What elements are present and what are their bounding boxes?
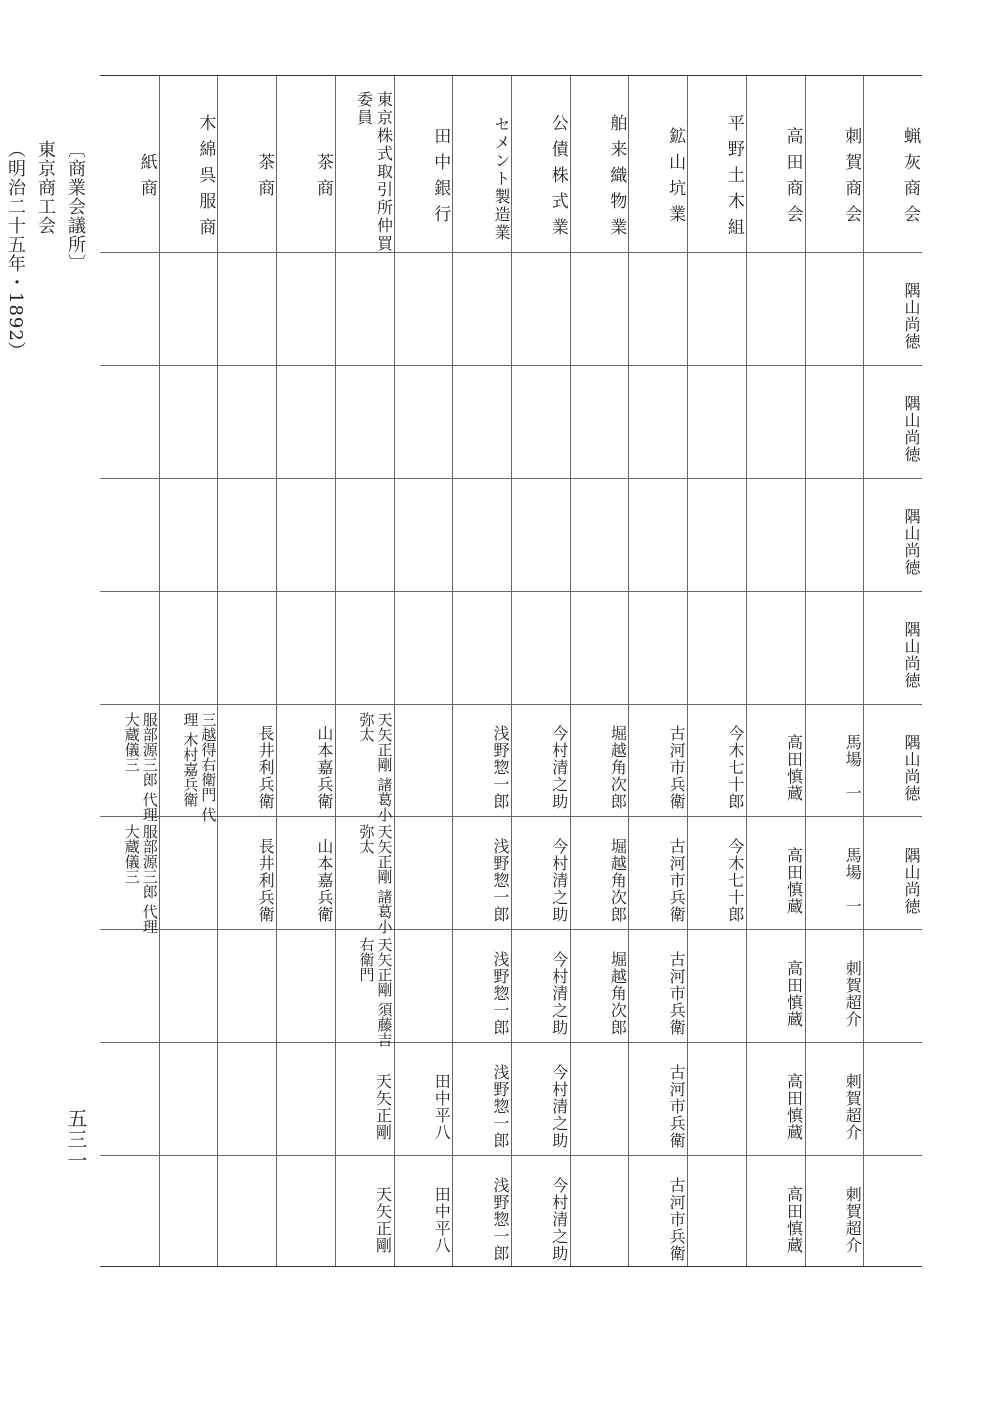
table-cell: 刺賀超介 (843, 1072, 863, 1141)
table-cell: 田中平八 (432, 1072, 452, 1141)
table-cell: 浅野惣一郎 (490, 1064, 510, 1150)
table-cell: 馬場 一 (843, 733, 863, 802)
table-cell: 隅山尚徳 (901, 846, 921, 915)
column-header: 紙商 (136, 153, 157, 205)
row-divider (100, 365, 922, 366)
column-header: 田中銀行 (430, 127, 451, 231)
table-cell: 今村清之助 (549, 1064, 569, 1150)
table-cell: 堀越角次郎 (608, 725, 628, 811)
table-cell: 田中平八 (432, 1185, 452, 1254)
table-cell: 今村清之助 (549, 725, 569, 811)
table-cell: 隅山尚徳 (901, 508, 921, 577)
column-header: 茶商 (254, 153, 275, 205)
table-cell: 古河市兵衛 (667, 1177, 687, 1263)
table-cell: 山本嘉兵衛 (314, 838, 334, 924)
table-cell: 天矢正剛 須藤吉右衛門 (357, 937, 394, 1048)
table-cell: 天矢正剛 諸葛小弥太 (357, 711, 394, 822)
column-header: 鉱山坑業 (665, 127, 686, 231)
table-cell: 三越得右衛門 代理 木村嘉兵衛 (181, 711, 218, 822)
table-cell: 天矢正剛 諸葛小弥太 (357, 824, 394, 935)
table-cell: 高田慎蔵 (784, 846, 804, 915)
column-header: 木綿呉服商 (195, 114, 216, 244)
table-cell: 堀越角次郎 (608, 951, 628, 1037)
column-header: セメント製造業 (491, 116, 511, 242)
publisher-label: 〔商業会議所〕 (65, 140, 86, 273)
column-header: 舶来織物業 (606, 114, 627, 244)
table-cell: 浅野惣一郎 (490, 1177, 510, 1263)
row-divider (100, 478, 922, 479)
table-cell: 今木七十郎 (725, 838, 745, 924)
table-cell: 古河市兵衛 (667, 838, 687, 924)
table-cell: 刺賀超介 (843, 1185, 863, 1254)
table-cell: 高田慎蔵 (784, 733, 804, 802)
table-cell: 高田慎蔵 (784, 1185, 804, 1254)
table-cell: 長井利兵衛 (256, 725, 276, 811)
column-header: 東京株式取引所仲買委員 (354, 91, 394, 253)
table-cell: 馬場 一 (843, 846, 863, 915)
column-header: 公債株式業 (547, 114, 568, 244)
table-cell: 古河市兵衛 (667, 1064, 687, 1150)
table-cell: 古河市兵衛 (667, 725, 687, 811)
table-cell: 天矢正剛 (373, 1072, 393, 1141)
member-table (100, 75, 922, 1267)
table-cell: 今村清之助 (549, 838, 569, 924)
table-cell: 古河市兵衛 (667, 951, 687, 1037)
table-cell: 隅山尚徳 (901, 733, 921, 802)
table-cell: 隅山尚徳 (901, 395, 921, 464)
table-cell: 今木七十郎 (725, 725, 745, 811)
table-cell: 隅山尚徳 (901, 282, 921, 351)
column-header: 高田商会 (782, 127, 803, 231)
table-cell: 高田慎蔵 (784, 959, 804, 1028)
column-header: 蝋灰商会 (899, 127, 920, 231)
table-cell: 刺賀超介 (843, 959, 863, 1028)
table-cell: 長井利兵衛 (256, 838, 276, 924)
column-header: 刺賀商会 (841, 127, 862, 231)
column-header: 茶商 (312, 153, 333, 205)
table-cell: 服部源三郎 代理 大蔵儀三 (122, 824, 159, 935)
table-cell: 高田慎蔵 (784, 1072, 804, 1141)
table-cell: 今村清之助 (549, 1177, 569, 1263)
table-cell: 浅野惣一郎 (490, 838, 510, 924)
table-cell: 今村清之助 (549, 951, 569, 1037)
table-cell: 隅山尚徳 (901, 621, 921, 690)
row-divider (100, 591, 922, 592)
table-cell: 浅野惣一郎 (490, 725, 510, 811)
running-header (5, 140, 90, 387)
table-cell: 服部源三郎 代理 大蔵儀三 (122, 711, 159, 822)
table-cell: 天矢正剛 (373, 1185, 393, 1254)
table-cell: 浅野惣一郎 (490, 951, 510, 1037)
table-cell: 堀越角次郎 (608, 838, 628, 924)
table-cell: 山本嘉兵衛 (314, 725, 334, 811)
column-header: 平野土木組 (723, 114, 744, 244)
page-number: 五三一 (64, 1108, 88, 1171)
chamber-name: 東京商工会 (35, 140, 56, 235)
era-label: （明治二十五年・1892） (5, 140, 26, 361)
